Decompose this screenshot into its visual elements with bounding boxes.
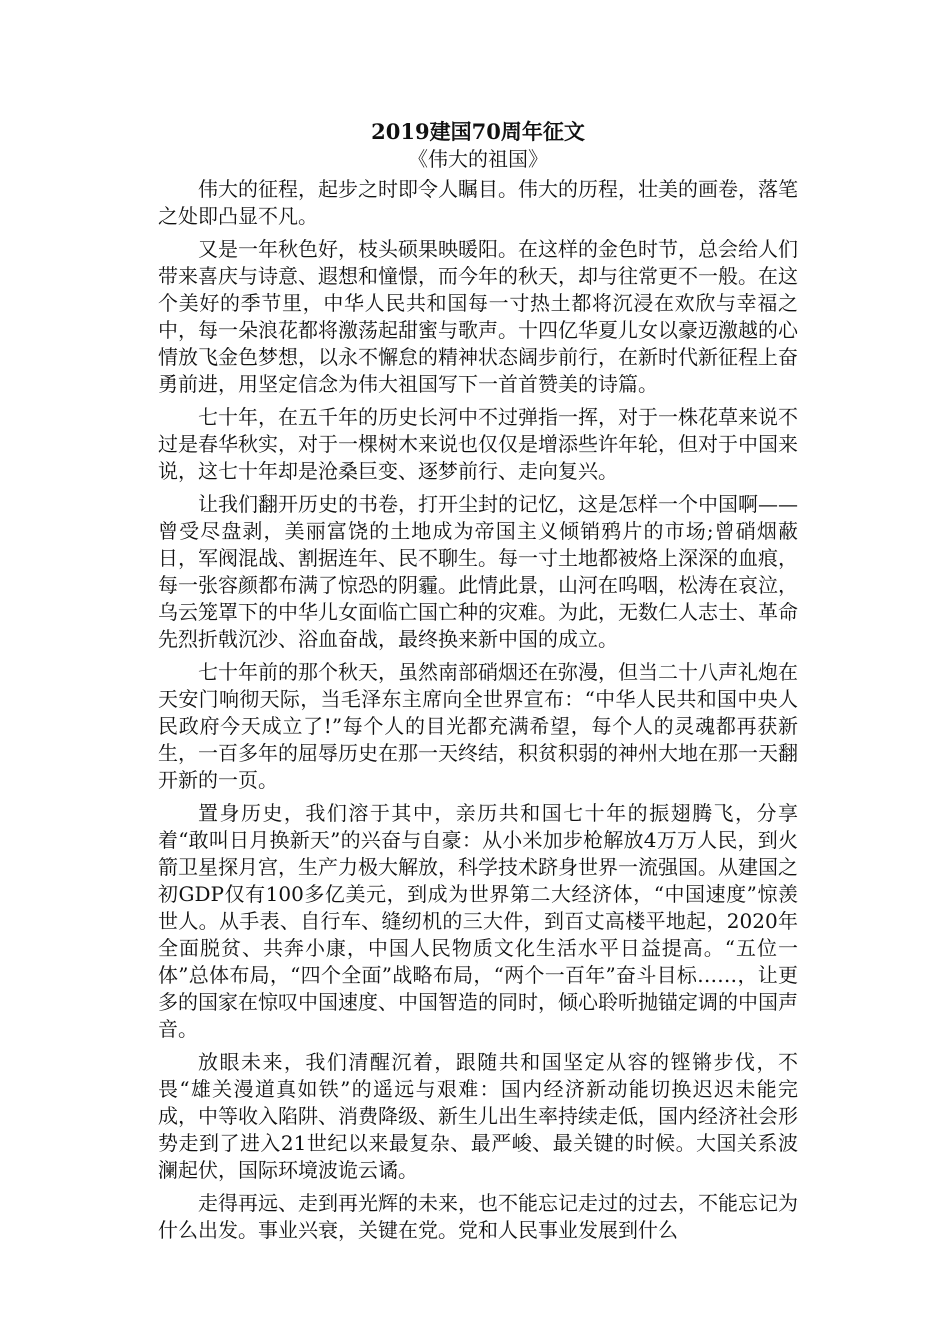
paragraph-2: 又是一年秋色好，枝头硕果映暖阳。在这样的金色时节，总会给人们带来喜庆与诗意、遐想和憧憬，而今年的秋天，却与往常更不一般。在这个美好的季节里，中华人民共和国每一寸热土都将沉浸在欢欣与幸福之中，每一朵浪花都将激荡起甜蜜与歌声。十四亿华夏儿女以豪迈激越的心情放飞金色梦想，以永不懈怠的精神状态阔步前行，在新时代新征程上奋勇前进，用坚定信念为伟大祖国写下一首首赞美的诗篇。 bbox=[158, 237, 798, 396]
document-body bbox=[158, 118, 798, 1250]
paragraph-1: 伟大的征程，起步之时即令人瞩目。伟大的历程，壮美的画卷，落笔之处即凸显不凡。 bbox=[158, 177, 798, 228]
paragraph-8: 走得再远、走到再光辉的未来，也不能忘记走过的过去，不能忘记为什么出发。事业兴衰，关键在党。党和人民事业发展到什么 bbox=[158, 1191, 798, 1242]
paragraph-7: 放眼未来，我们清醒沉着，跟随共和国坚定从容的铿锵步伐，不畏“雄关漫道真如铁”的遥远与艰难：国内经济新动能切换迟迟未能完成，中等收入陷阱、消费降级、新生儿出生率持续走低，国内经济社会形势走到了进入21世纪以来最复杂、最严峻、最关键的时候。大国关系波澜起伏，国际环境波诡云谲。 bbox=[158, 1050, 798, 1182]
paragraph-6: 置身历史，我们溶于其中，亲历共和国七十年的振翅腾飞，分享着“敢叫日月换新天”的兴奋与自豪：从小米加步枪解放4万万人民，到火箭卫星探月宫，生产力极大解放，科学技术跻身世界一流强国。从建国之初GDP仅有100多亿美元，到成为世界第二大经济体，“中国速度”惊羡世人。从手表、自行车、缝纫机的三大件，到百丈高楼平地起，2020年全面脱贫、共奔小康，中国人民物质文化生活水平日益提高。“五位一体”总体布局，“四个全面”战略布局，“两个一百年”奋斗目标……，让更多的国家在惊叹中国速度、中国智造的同时，倾心聆听抛锚定调的中国声音。 bbox=[158, 801, 798, 1041]
document-subtitle: 《伟大的祖国》 bbox=[408, 147, 548, 171]
paragraph-5: 七十年前的那个秋天，虽然南部硝烟还在弥漫，但当二十八声礼炮在天安门响彻天际，当毛泽东主席向全世界宣布：“中华人民共和国中央人民政府今天成立了!”每个人的目光都充满希望，每个人的灵魂都再获新生，一百多年的屈辱历史在那一天终结，积贫积弱的神州大地在那一天翻开新的一页。 bbox=[158, 660, 798, 792]
paragraph-3: 七十年，在五千年的历史长河中不过弹指一挥，对于一株花草来说不过是春华秋实，对于一棵树木来说也仅仅是增添些许年轮，但对于中国来说，这七十年却是沧桑巨变、逐梦前行、走向复兴。 bbox=[158, 405, 798, 483]
paragraph-4: 让我们翻开历史的书卷，打开尘封的记忆，这是怎样一个中国啊——曾受尽盘剥，美丽富饶的土地成为帝国主义倾销鸦片的市场;曾硝烟蔽日，军阀混战、割据连年、民不聊生。每一寸土地都被烙上深深的血痕，每一张容颜都布满了惊恐的阴霾。此情此景，山河在呜咽，松涛在哀泣，乌云笼罩下的中华儿女面临亡国亡种的灾难。为此，无数仁人志士、革命先烈折戟沉沙、浴血奋战，最终换来新中国的成立。 bbox=[158, 492, 798, 651]
document-title: 2019建国70周年征文 bbox=[371, 119, 585, 144]
